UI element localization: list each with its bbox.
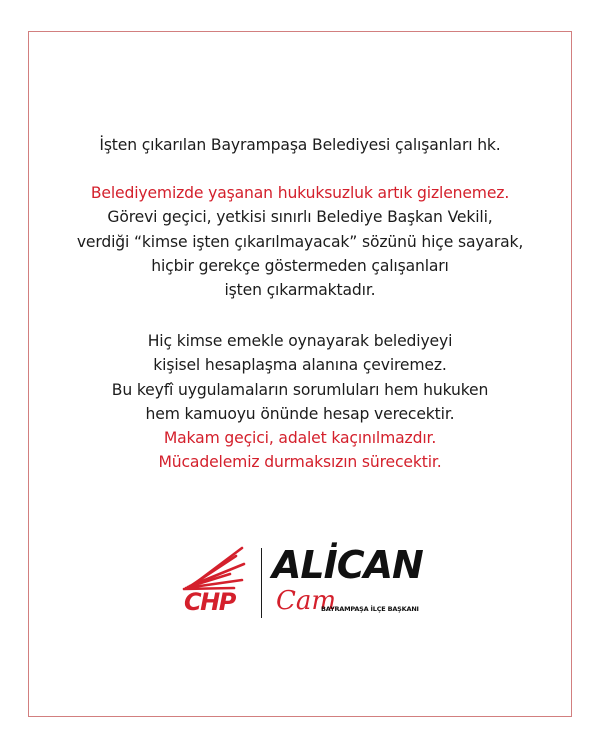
signature-first-name: ALİCAN [272, 543, 423, 587]
paragraph-2-line-5: Makam geçici, adalet kaçınılmazdır. [163, 429, 437, 448]
paragraph-2-line-4: hem kamuoyu önünde hesap verecektir. [145, 404, 455, 423]
signature-last-name: Cam [276, 586, 337, 616]
paragraph-2-line-2: kişisel hesaplaşma alanına çeviremez. [153, 356, 447, 375]
paragraph-1-line-2: Görevi geçici, yetkisi sınırlı Belediye Başkan Vekili, [107, 208, 493, 227]
paragraph-1 [0, 181, 600, 302]
heading-text: İşten çıkarılan Bayrampaşa Belediyesi çalışanları hk. [99, 136, 501, 154]
paragraph-2-line-1: Hiç kimse emekle oynayarak belediyeyi [147, 332, 453, 350]
paragraph-1-line-4: hiçbir gerekçe göstermeden çalışanları [151, 256, 449, 275]
chp-arrows-icon [180, 542, 250, 592]
heading [0, 133, 600, 157]
paragraph-1-line-1: Belediyemizde yaşanan hukuksuzluk artık gizlenemez. [90, 184, 510, 202]
paragraph-2-line-3: Bu keyfî uygulamaların sorumluları hem hukuken [111, 380, 489, 399]
signature-logo [176, 538, 426, 628]
signature-title: BAYRAMPAŞA İLÇE BAŞKANI [321, 605, 419, 613]
chp-logo-text: CHP [184, 588, 235, 616]
paragraph-1-line-5: işten çıkarmaktadır. [224, 281, 376, 300]
paragraph-1-line-3: verdiği “kimse işten çıkarılmayacak” sözünü hiçe sayarak, [76, 232, 524, 251]
paragraph-2-line-6: Mücadelemiz durmaksızın sürecektir. [158, 453, 442, 472]
paragraph-2 [0, 329, 600, 475]
logo-divider [261, 548, 262, 618]
